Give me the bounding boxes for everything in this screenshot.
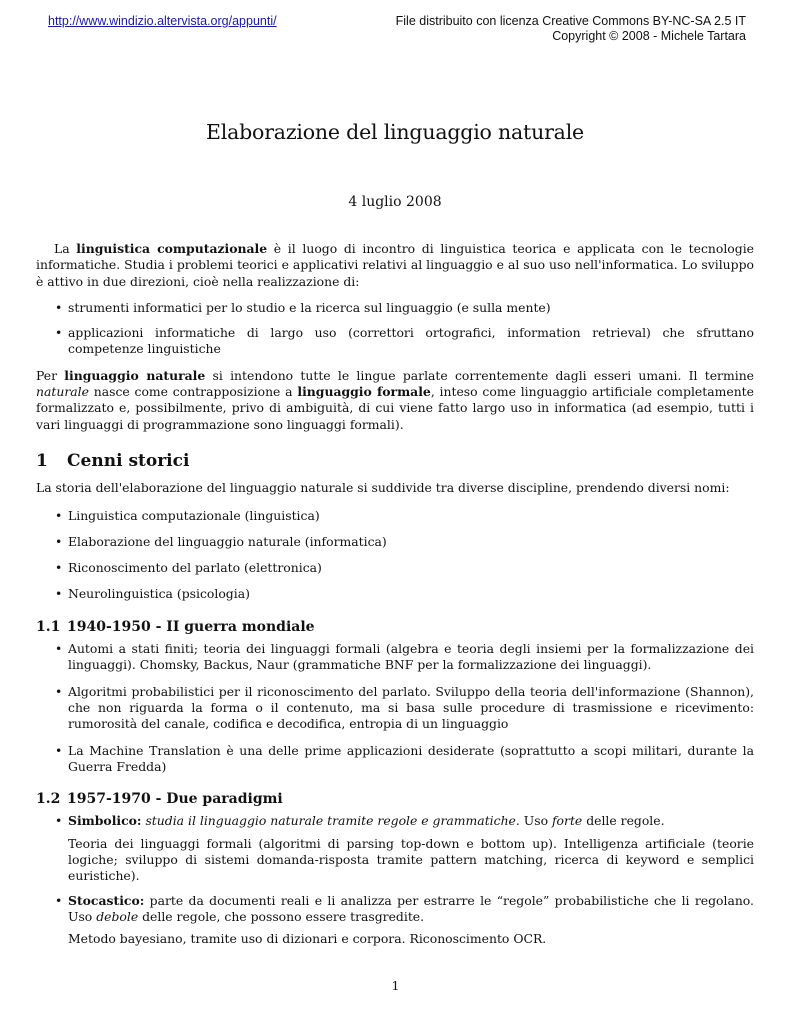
list-item: • Elaborazione del linguaggio naturale (informatica)	[36, 534, 754, 550]
header-license-block	[396, 14, 746, 44]
stocastico-detail: Metodo bayesiano, tramite uso di dizionari e corpora. Riconoscimento OCR.	[68, 931, 547, 947]
list-item: • strumenti informatici per lo studio e la ricerca sul linguaggio (e sulla mente)	[36, 300, 754, 316]
license-text: File distribuito con licenza Creative Commons BY-NC-SA 2.5 IT	[395, 14, 746, 28]
document-body	[36, 241, 754, 956]
list-item-stocastico: • Stocastico: parte da documenti reali e li analizza per estrarre le “regole” probabilistiche che li regolano. Uso debole delle regole, che possono essere trasgredite. Metodo bayesiano, tramite uso di dizionari e corpora. Riconoscimento OCR.	[36, 893, 754, 948]
paradigms-list	[36, 813, 754, 947]
document-date: 4 luglio 2008	[348, 194, 442, 210]
list-item: • Automi a stati finiti; teoria dei linguaggi formali (algebra e teoria degli insiemi per la formalizzazione dei linguaggi). Chomsky, Backus, Naur (grammatiche BNF per la formalizzazione dei linguaggi).	[36, 641, 754, 674]
list-item-simbolico: • Simbolico: studia il linguaggio naturale tramite regole e grammatiche. Uso forte delle regole. Teoria dei linguaggi formali (algoritmi di parsing top-down e bottom up). Intelligenza artificiale (teorie logiche; sviluppo di sistemi domanda-risposta tramite pattern matching, ricerca di keyword e semplici euristiche).	[36, 813, 754, 884]
list-item: • Algoritmi probabilistici per il riconoscimento del parlato. Sviluppo della teoria dell'informazione (Shannon), che non riguarda la forma o il contenuto, ma si basa sulle procedure di trasmissione e ricevimento: rumorosità del canale, codifica e decodifica, entropia di un linguaggio	[36, 684, 754, 733]
simbolico-detail: Teoria dei linguaggi formali (algoritmi di parsing top-down e bottom up). Intelligenza artificiale (teorie logiche; sviluppo di sistemi domanda-risposta tramite pattern matching, ricerca di keyword e semplici euristiche).	[68, 835, 754, 884]
list-item: • applicazioni informatiche di largo uso (correttori ortografici, information retrieval) che sfruttano competenze linguistiche	[36, 325, 754, 358]
list-item: • La Machine Translation è una delle prime applicazioni desiderate (soprattutto a scopi militari, durante la Guerra Fredda)	[36, 743, 754, 776]
list-item: • Linguistica computazionale (linguistica)	[36, 508, 754, 524]
list-item: • Neurolinguistica (psicologia)	[36, 586, 754, 602]
natural-language-paragraph: Per linguaggio naturale si intendono tutte le lingue parlate correntemente dagli esseri umani. Il termine naturale nasce come contrapposizione a linguaggio formale, inteso come linguaggio artificiale completamente formalizzato e, possibilmente, privo di ambiguità, di cui viene fatto largo uso in informatica (ad esempio, tutti i vari linguaggi di programmazione sono linguaggi formali).	[36, 367, 755, 432]
page-number: 1	[391, 978, 400, 993]
disciplines-list	[36, 508, 754, 603]
header-link[interactable]: http://www.windizio.altervista.org/appunti/	[48, 14, 277, 28]
list-item: • Riconoscimento del parlato (elettronica)	[36, 560, 754, 576]
intro-paragraph: La linguistica computazionale è il luogo di incontro di linguistica teorica e applicata con le tecnologie informatiche. Studia i problemi teorici e applicativi relativi al linguaggio e al suo uso nell'informatica. Lo sviluppo è attivo in due direzioni, cioè nella realizzazione di:	[36, 241, 754, 289]
section-heading-cenni-storici: 1 Cenni storici	[36, 450, 190, 471]
subsection-heading-1957-1970: 1.2 1957-1970 - Due paradigmi	[36, 791, 283, 808]
copyright-text: Copyright © 2008 - Michele Tartara	[552, 29, 746, 43]
intro-list	[36, 300, 754, 358]
document-title: Elaborazione del linguaggio naturale	[205, 120, 584, 144]
section-paragraph: La storia dell'elaborazione del linguaggio naturale si suddivide tra diverse discipline, prendendo diversi nomi:	[36, 480, 730, 496]
subsection-heading-1940-1950: 1.1 1940-1950 - II guerra mondiale	[36, 618, 315, 635]
war-era-list	[36, 641, 754, 775]
